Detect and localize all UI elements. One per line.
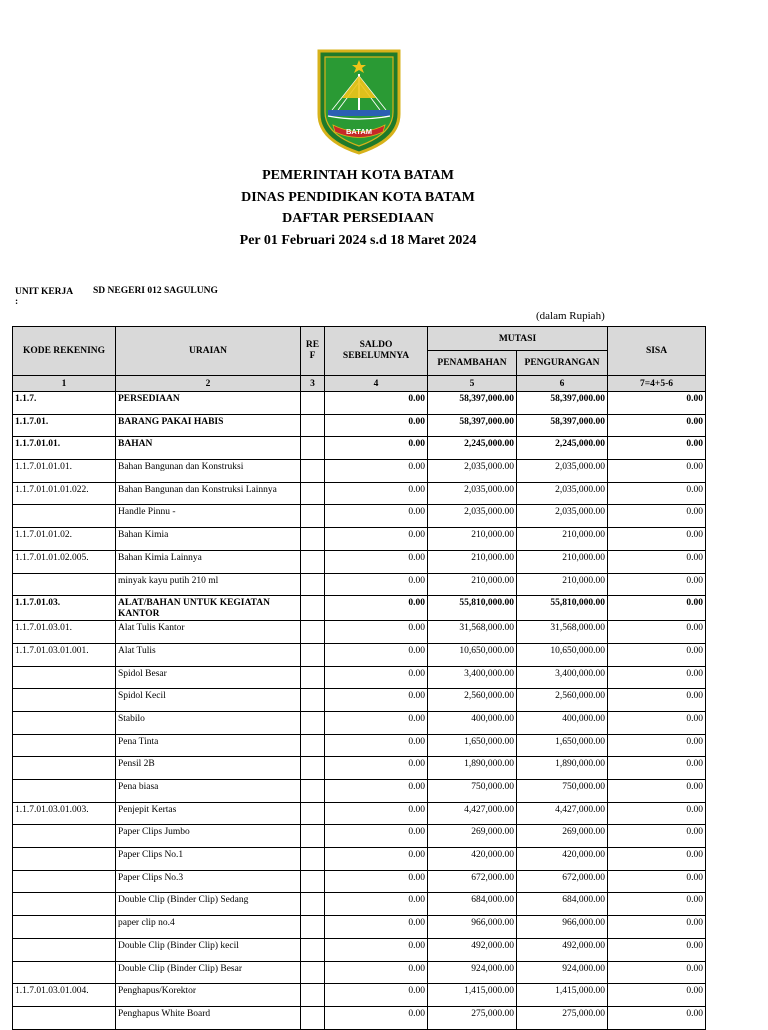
cell-penambahan: 275,000.00 <box>428 1006 517 1029</box>
table-row <box>13 460 706 483</box>
cell-uraian: Paper Clips Jumbo <box>116 825 301 848</box>
cell-saldo: 0.00 <box>325 505 428 528</box>
cell-saldo: 0.00 <box>325 780 428 803</box>
cell-saldo: 0.00 <box>325 550 428 573</box>
cell-penambahan: 58,397,000.00 <box>428 414 517 437</box>
cell-kode <box>13 870 116 893</box>
table-row <box>13 573 706 596</box>
cell-kode <box>13 666 116 689</box>
cell-ref <box>301 392 325 415</box>
cell-sisa: 0.00 <box>608 643 706 666</box>
cell-kode: 1.1.7.01.01.02.005. <box>13 550 116 573</box>
cell-pengurangan: 58,397,000.00 <box>517 392 608 415</box>
cell-sisa: 0.00 <box>608 825 706 848</box>
cell-uraian: Spidol Kecil <box>116 689 301 712</box>
table-row <box>13 916 706 939</box>
cell-sisa: 0.00 <box>608 1006 706 1029</box>
cell-saldo: 0.00 <box>325 711 428 734</box>
cell-uraian: BAHAN <box>116 437 301 460</box>
cell-pengurangan: 684,000.00 <box>517 893 608 916</box>
col-header-sisa: SISA <box>608 327 706 376</box>
cell-kode: 1.1.7.01.03.01. <box>13 621 116 644</box>
cell-ref <box>301 505 325 528</box>
cell-sisa: 0.00 <box>608 414 706 437</box>
cell-ref <box>301 870 325 893</box>
cell-pengurangan: 10,650,000.00 <box>517 643 608 666</box>
cell-saldo: 0.00 <box>325 643 428 666</box>
cell-saldo: 0.00 <box>325 596 428 621</box>
table-body <box>13 392 706 1030</box>
cell-pengurangan: 210,000.00 <box>517 528 608 551</box>
cell-penambahan: 684,000.00 <box>428 893 517 916</box>
cell-penambahan: 750,000.00 <box>428 780 517 803</box>
cell-pengurangan: 1,415,000.00 <box>517 984 608 1007</box>
cell-ref <box>301 1006 325 1029</box>
cell-penambahan: 420,000.00 <box>428 848 517 871</box>
cell-penambahan: 210,000.00 <box>428 550 517 573</box>
cell-saldo: 0.00 <box>325 689 428 712</box>
cell-saldo: 0.00 <box>325 437 428 460</box>
cell-pengurangan: 210,000.00 <box>517 573 608 596</box>
cell-sisa: 0.00 <box>608 870 706 893</box>
cell-kode: 1.1.7.01.03.01.004. <box>13 984 116 1007</box>
cell-penambahan: 400,000.00 <box>428 711 517 734</box>
cell-penambahan: 924,000.00 <box>428 961 517 984</box>
cell-sisa: 0.00 <box>608 734 706 757</box>
table-row <box>13 437 706 460</box>
cell-saldo: 0.00 <box>325 961 428 984</box>
cell-pengurangan: 2,245,000.00 <box>517 437 608 460</box>
cell-uraian: Bahan Bangunan dan Konstruksi <box>116 460 301 483</box>
table-row <box>13 848 706 871</box>
cell-saldo: 0.00 <box>325 870 428 893</box>
cell-kode: 1.1.7. <box>13 392 116 415</box>
cell-saldo: 0.00 <box>325 848 428 871</box>
cell-penambahan: 269,000.00 <box>428 825 517 848</box>
unit-value: SD NEGERI 012 SAGULUNG <box>93 286 218 296</box>
cell-pengurangan: 4,427,000.00 <box>517 802 608 825</box>
col-header-uraian: URAIAN <box>116 327 301 376</box>
cell-ref <box>301 528 325 551</box>
cell-ref <box>301 916 325 939</box>
cell-pengurangan: 1,890,000.00 <box>517 757 608 780</box>
cell-pengurangan: 55,810,000.00 <box>517 596 608 621</box>
cell-uraian: Spidol Besar <box>116 666 301 689</box>
cell-uraian: Paper Clips No.3 <box>116 870 301 893</box>
cell-sisa: 0.00 <box>608 757 706 780</box>
cell-kode: 1.1.7.01.01. <box>13 437 116 460</box>
cell-pengurangan: 966,000.00 <box>517 916 608 939</box>
cell-ref <box>301 689 325 712</box>
table-row <box>13 780 706 803</box>
cell-sisa: 0.00 <box>608 916 706 939</box>
table-row <box>13 825 706 848</box>
cell-kode: 1.1.7.01.01.01.022. <box>13 482 116 505</box>
table-row <box>13 757 706 780</box>
cell-penambahan: 2,560,000.00 <box>428 689 517 712</box>
table-row <box>13 689 706 712</box>
cell-penambahan: 672,000.00 <box>428 870 517 893</box>
cell-kode <box>13 825 116 848</box>
cell-ref <box>301 550 325 573</box>
cell-penambahan: 1,650,000.00 <box>428 734 517 757</box>
cell-ref <box>301 482 325 505</box>
emblem-text: BATAM <box>346 127 372 136</box>
cell-kode <box>13 893 116 916</box>
table-row <box>13 984 706 1007</box>
cell-saldo: 0.00 <box>325 666 428 689</box>
unit-label: UNIT KERJA : <box>15 287 73 307</box>
cell-saldo: 0.00 <box>325 414 428 437</box>
cell-uraian: PERSEDIAAN <box>116 392 301 415</box>
cell-saldo: 0.00 <box>325 528 428 551</box>
cell-ref <box>301 414 325 437</box>
cell-pengurangan: 2,035,000.00 <box>517 460 608 483</box>
header-line-period: Per 01 Februari 2024 s.d 18 Maret 2024 <box>239 232 477 248</box>
table-row <box>13 643 706 666</box>
batam-emblem-logo <box>316 48 402 156</box>
cell-uraian: paper clip no.4 <box>116 916 301 939</box>
cell-penambahan: 1,890,000.00 <box>428 757 517 780</box>
table-row <box>13 392 706 415</box>
cell-uraian: Paper Clips No.1 <box>116 848 301 871</box>
column-number: 2 <box>116 376 301 392</box>
cell-sisa: 0.00 <box>608 437 706 460</box>
cell-kode: 1.1.7.01.03. <box>13 596 116 621</box>
cell-uraian: Alat Tulis Kantor <box>116 621 301 644</box>
cell-kode <box>13 1006 116 1029</box>
column-number: 4 <box>325 376 428 392</box>
cell-penambahan: 966,000.00 <box>428 916 517 939</box>
cell-sisa: 0.00 <box>608 689 706 712</box>
cell-penambahan: 2,035,000.00 <box>428 482 517 505</box>
cell-kode: 1.1.7.01.01.02. <box>13 528 116 551</box>
cell-saldo: 0.00 <box>325 392 428 415</box>
table-row <box>13 870 706 893</box>
table-row <box>13 802 706 825</box>
cell-kode <box>13 734 116 757</box>
col-header-ref: RE F <box>301 327 325 376</box>
cell-uraian: Stabilo <box>116 711 301 734</box>
column-number: 7=4+5-6 <box>608 376 706 392</box>
cell-ref <box>301 893 325 916</box>
cell-pengurangan: 275,000.00 <box>517 1006 608 1029</box>
cell-pengurangan: 3,400,000.00 <box>517 666 608 689</box>
cell-uraian: Bahan Kimia <box>116 528 301 551</box>
cell-ref <box>301 596 325 621</box>
column-number-row <box>13 376 706 392</box>
col-header-pengurangan: PENGURANGAN <box>517 351 608 376</box>
cell-sisa: 0.00 <box>608 961 706 984</box>
cell-ref <box>301 573 325 596</box>
cell-kode: 1.1.7.01.03.01.003. <box>13 802 116 825</box>
cell-saldo: 0.00 <box>325 916 428 939</box>
table-row <box>13 505 706 528</box>
cell-ref <box>301 938 325 961</box>
cell-pengurangan: 2,035,000.00 <box>517 482 608 505</box>
cell-ref <box>301 848 325 871</box>
cell-sisa: 0.00 <box>608 573 706 596</box>
col-header-saldo: SALDO SEBELUMNYA <box>325 327 428 376</box>
cell-ref <box>301 643 325 666</box>
table-row <box>13 414 706 437</box>
cell-kode <box>13 848 116 871</box>
cell-pengurangan: 2,560,000.00 <box>517 689 608 712</box>
table-row <box>13 596 706 621</box>
cell-kode <box>13 938 116 961</box>
cell-uraian: Pena biasa <box>116 780 301 803</box>
cell-sisa: 0.00 <box>608 528 706 551</box>
cell-sisa: 0.00 <box>608 482 706 505</box>
cell-pengurangan: 58,397,000.00 <box>517 414 608 437</box>
table-row <box>13 1006 706 1029</box>
cell-ref <box>301 825 325 848</box>
cell-sisa: 0.00 <box>608 711 706 734</box>
cell-kode <box>13 757 116 780</box>
cell-sisa: 0.00 <box>608 550 706 573</box>
cell-penambahan: 210,000.00 <box>428 528 517 551</box>
cell-uraian: Penghapus White Board <box>116 1006 301 1029</box>
table-row <box>13 893 706 916</box>
cell-saldo: 0.00 <box>325 802 428 825</box>
cell-ref <box>301 621 325 644</box>
cell-penambahan: 492,000.00 <box>428 938 517 961</box>
cell-uraian: Pena Tinta <box>116 734 301 757</box>
cell-uraian: ALAT/BAHAN UNTUK KEGIATAN KANTOR <box>116 596 301 621</box>
cell-uraian: minyak kayu putih 210 ml <box>116 573 301 596</box>
cell-saldo: 0.00 <box>325 482 428 505</box>
cell-penambahan: 2,245,000.00 <box>428 437 517 460</box>
cell-penambahan: 31,568,000.00 <box>428 621 517 644</box>
cell-saldo: 0.00 <box>325 757 428 780</box>
cell-penambahan: 2,035,000.00 <box>428 460 517 483</box>
cell-kode: 1.1.7.01.01.01. <box>13 460 116 483</box>
cell-ref <box>301 984 325 1007</box>
cell-saldo: 0.00 <box>325 938 428 961</box>
cell-uraian: Pensil 2B <box>116 757 301 780</box>
cell-pengurangan: 420,000.00 <box>517 848 608 871</box>
cell-uraian: BARANG PAKAI HABIS <box>116 414 301 437</box>
inventory-table <box>12 326 706 1030</box>
cell-sisa: 0.00 <box>608 938 706 961</box>
cell-pengurangan: 750,000.00 <box>517 780 608 803</box>
column-number: 3 <box>301 376 325 392</box>
cell-kode <box>13 916 116 939</box>
table-row <box>13 711 706 734</box>
col-header-penambahan: PENAMBAHAN <box>428 351 517 376</box>
cell-kode <box>13 505 116 528</box>
document-header <box>0 165 716 251</box>
cell-kode <box>13 961 116 984</box>
cell-saldo: 0.00 <box>325 573 428 596</box>
cell-uraian: Bahan Bangunan dan Konstruksi Lainnya <box>116 482 301 505</box>
cell-saldo: 0.00 <box>325 734 428 757</box>
cell-pengurangan: 2,035,000.00 <box>517 505 608 528</box>
currency-note: (dalam Rupiah) <box>536 310 605 322</box>
cell-ref <box>301 460 325 483</box>
col-header-mutasi: MUTASI <box>428 327 608 351</box>
cell-sisa: 0.00 <box>608 802 706 825</box>
cell-penambahan: 2,035,000.00 <box>428 505 517 528</box>
cell-saldo: 0.00 <box>325 893 428 916</box>
table-row <box>13 666 706 689</box>
cell-kode <box>13 573 116 596</box>
cell-sisa: 0.00 <box>608 984 706 1007</box>
cell-ref <box>301 757 325 780</box>
cell-pengurangan: 210,000.00 <box>517 550 608 573</box>
cell-ref <box>301 437 325 460</box>
table-row <box>13 734 706 757</box>
cell-saldo: 0.00 <box>325 460 428 483</box>
cell-kode <box>13 711 116 734</box>
table-row <box>13 938 706 961</box>
table-row <box>13 961 706 984</box>
cell-ref <box>301 802 325 825</box>
cell-ref <box>301 780 325 803</box>
cell-kode: 1.1.7.01. <box>13 414 116 437</box>
column-number: 6 <box>517 376 608 392</box>
cell-pengurangan: 924,000.00 <box>517 961 608 984</box>
cell-uraian: Double Clip (Binder Clip) kecil <box>116 938 301 961</box>
cell-kode <box>13 689 116 712</box>
column-number: 1 <box>13 376 116 392</box>
cell-penambahan: 210,000.00 <box>428 573 517 596</box>
cell-kode: 1.1.7.01.03.01.001. <box>13 643 116 666</box>
cell-penambahan: 58,397,000.00 <box>428 392 517 415</box>
cell-penambahan: 3,400,000.00 <box>428 666 517 689</box>
cell-uraian: Penjepit Kertas <box>116 802 301 825</box>
col-header-kode: KODE REKENING <box>13 327 116 376</box>
cell-sisa: 0.00 <box>608 505 706 528</box>
cell-pengurangan: 269,000.00 <box>517 825 608 848</box>
cell-pengurangan: 492,000.00 <box>517 938 608 961</box>
cell-ref <box>301 666 325 689</box>
cell-sisa: 0.00 <box>608 460 706 483</box>
table-row <box>13 528 706 551</box>
cell-sisa: 0.00 <box>608 666 706 689</box>
cell-uraian: Penghapus/Korektor <box>116 984 301 1007</box>
cell-saldo: 0.00 <box>325 621 428 644</box>
cell-ref <box>301 961 325 984</box>
header-line-title: DAFTAR PERSEDIAAN <box>282 211 434 226</box>
cell-sisa: 0.00 <box>608 621 706 644</box>
cell-uraian: Handle Pinnu - <box>116 505 301 528</box>
cell-sisa: 0.00 <box>608 893 706 916</box>
header-line-department: DINAS PENDIDIKAN KOTA BATAM <box>241 189 475 205</box>
cell-uraian: Double Clip (Binder Clip) Besar <box>116 961 301 984</box>
table-row <box>13 550 706 573</box>
cell-uraian: Alat Tulis <box>116 643 301 666</box>
cell-pengurangan: 31,568,000.00 <box>517 621 608 644</box>
cell-saldo: 0.00 <box>325 984 428 1007</box>
cell-penambahan: 55,810,000.00 <box>428 596 517 621</box>
cell-saldo: 0.00 <box>325 1006 428 1029</box>
cell-penambahan: 4,427,000.00 <box>428 802 517 825</box>
table-row <box>13 621 706 644</box>
cell-pengurangan: 400,000.00 <box>517 711 608 734</box>
cell-sisa: 0.00 <box>608 392 706 415</box>
cell-ref <box>301 711 325 734</box>
cell-saldo: 0.00 <box>325 825 428 848</box>
cell-sisa: 0.00 <box>608 848 706 871</box>
cell-uraian: Double Clip (Binder Clip) Sedang <box>116 893 301 916</box>
cell-penambahan: 10,650,000.00 <box>428 643 517 666</box>
cell-kode <box>13 780 116 803</box>
header-line-government: PEMERINTAH KOTA BATAM <box>262 168 454 183</box>
table-row <box>13 482 706 505</box>
cell-uraian: Bahan Kimia Lainnya <box>116 550 301 573</box>
cell-sisa: 0.00 <box>608 596 706 621</box>
cell-sisa: 0.00 <box>608 780 706 803</box>
cell-penambahan: 1,415,000.00 <box>428 984 517 1007</box>
column-number: 5 <box>428 376 517 392</box>
cell-pengurangan: 1,650,000.00 <box>517 734 608 757</box>
cell-pengurangan: 672,000.00 <box>517 870 608 893</box>
cell-ref <box>301 734 325 757</box>
